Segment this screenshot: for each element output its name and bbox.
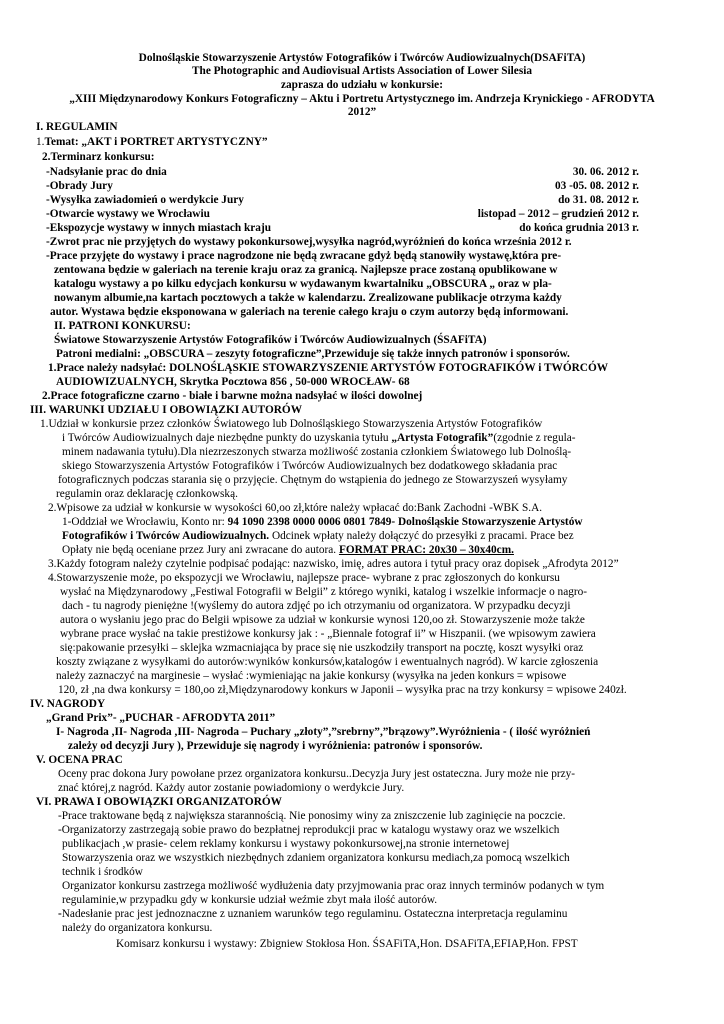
jury-line-2: znać której,z nagród. Każdy autor zostanie powiadomiony o werdykcie Jury. — [58, 782, 405, 794]
cond-1-line-2-text: i Twórców Audiowizualnych daje niezbędne punkty do uzyskania tytułu — [62, 432, 392, 444]
section-3-heading: III. WARUNKI UDZIAŁU I OBOWIĄZKI AUTORÓW — [30, 404, 303, 416]
rights-line-2: -Organizatorzy zastrzegają sobie prawo do bezpłatnej reprodukcji prac w katalogu wystawy oraz we wszelkich — [58, 824, 560, 836]
media-patrons-line: Patroni medialni: „OBSCURA – zeszyty fotograficzne”,Przewiduje się także innych patronów i sponsorów. — [56, 348, 570, 360]
cond-4-line-9: 120, zł ,na dwa konkursy = 180,oo zł,Międzynarodowy konkurs w Japonii – wysyłka prac na trzy konkursy = wpisowe 240zł. — [58, 684, 627, 696]
schedule-date-4: listopad – 2012 – grudzień 2012 r. — [477, 208, 639, 220]
cond-3-line: 3.Każdy fotogram należy czytelnie podpisać podając: nazwisko, imię, adres autora i tytuł pracy oraz dopisek „Afrodyta 2012” — [48, 558, 619, 570]
patron-line: Światowe Stowarzyszenie Artystów Fotografików i Twórców Audiowizualnych (ŚSAFiTA) — [54, 334, 487, 346]
zwrot-line: -Zwrot prac nie przyjętych do wystawy pokonkursowej,wysyłka nagród,wyróżnień do końca września 2012 r. — [46, 236, 572, 248]
bank-branch-text: 1-Oddział we Wrocławiu, Konto nr: — [62, 516, 228, 528]
header-line-2: The Photographic and Audiovisual Artists Association of Lower Silesia — [192, 65, 532, 77]
prace-line-4: nowanym albumie,na kartach pocztowych a także w kalendarzu. Zrealizowane publikacje otrzyma każdy — [54, 292, 562, 304]
header-line-3: zaprasza do udziału w konkursie: — [281, 79, 443, 91]
photo-types-line: 2.Prace fotograficzne czarno - białe i barwne można nadsyłać w ilości dowolnej — [42, 390, 423, 402]
rights-line-8-dash: - — [58, 908, 62, 920]
prace-line-5: autor. Wystawa będzie eksponowana w galeriach na terenie całego kraju o czym autorzy będą informowani. — [50, 306, 569, 318]
address-line-1: 1.Prace należy nadsyłać: DOLNOŚLĄSKIE STOWARZYSZENIE ARTYSTÓW FOTOGRAFIKÓW i TWÓRCÓW — [48, 362, 609, 374]
temat-text: Temat: „AKT i PORTRET ARTYSTYCZNY” — [44, 136, 268, 148]
section-4-heading: IV. NAGRODY — [30, 698, 106, 710]
bank-account-number: 94 1090 2398 0000 0006 0801 7849- Dolnośląskie Stowarzyszenie Artystów — [227, 516, 583, 528]
cond-1-line-1: 1.Udział w konkursie przez członków Światowego lub Dolnośląskiego Stowarzyszenia Artystów Fotografików — [40, 418, 543, 430]
awards-line-2: zależy od decyzji Jury ), Przewiduje się nagrody i wyróżnienia: patronów i sponsorów. — [68, 740, 483, 752]
schedule-label-2: -Obrady Jury — [46, 180, 113, 192]
cond-2-line-1: 2.Wpisowe za udział w konkursie w wysokości 60,oo zł,które należy wpłacać do:Bank Zachodni -WBK S.A. — [48, 502, 543, 514]
cond-4-line-2: wysłać na Międzynarodowy „Festiwal Fotografii w Belgii” z którego wyniki, katalog i wszelkie informacje o nagro- — [60, 586, 588, 598]
temat-number: 1. — [36, 136, 45, 148]
cond-4-line-5: wybrane prace wysłać na takie prestiżowe konkursy jak : - „Biennale fotograf ii” w Hiszpanii. (we wpisowym zawiera — [60, 628, 596, 640]
cond-1-line-2 — [62, 432, 576, 445]
cond-2-line-3 — [62, 530, 574, 543]
prace-line-3: katalogu wystawy a po kilku edycjach konkursu w wydawanym kwartalniku „OBSCURA „ oraz w pla- — [54, 278, 552, 290]
section-1-heading: I. REGULAMIN — [36, 121, 118, 133]
prace-line-2: zentowana będzie w galeriach na terenie kraju oraz za granicą. Najlepsze prace zostaną opublikowane w — [54, 264, 558, 276]
terminarz-heading: 2.Terminarz konkursu: — [42, 151, 155, 163]
cond-4-line-4: autora o wysłaniu jego prac do Belgii wpisowe za udział w konkursie wynosi 120,oo zł. Stowarzyszenie może także — [60, 614, 585, 626]
header-line-5: 2012” — [347, 106, 377, 118]
address-line-2: AUDIOWIZUALNYCH, Skrytka Pocztowa 856 , 50-000 WROCŁAW- 68 — [56, 376, 410, 388]
rights-line-8-text: Nadesłanie prac jest jednoznaczne z uznaniem warunków tego regulaminu. Ostateczna interpretacja regulaminu — [61, 908, 568, 920]
schedule-label-3: -Wysyłka zawiadomień o werdykcie Jury — [46, 194, 244, 206]
rights-line-3: publikacjach ,w prasie- celem reklamy konkursu i wystawy pokonkursowej,na stronie internetowej — [62, 838, 510, 850]
rights-line-9: należy do organizatora konkursu. — [62, 922, 213, 934]
section-6-heading: VI. PRAWA I OBOWIĄZKI ORGANIZATORÓW — [36, 796, 282, 808]
cond-1-line-2-end: (zgodnie z regula- — [493, 432, 576, 444]
awards-line-1: I- Nagroda ,II- Nagroda ,III- Nagroda – Puchary „złoty”,”srebrny”,”brązowy”.Wyróżnienia - ( ilość wyróżnień — [56, 726, 591, 738]
rights-line-1: -Prace traktowane będą z największa starannością. Nie ponosimy winy za zniszczenie lub zaginięcie na poczcie. — [58, 810, 566, 822]
cond-4-line-8: należy zaznaczyć na marginesie – wysłać :wymieniając na jakie konkursy (wysyłka na jeden konkurs = wpisowe — [56, 670, 567, 682]
temat-line — [36, 136, 268, 149]
artysta-fotografik-title: „Artysta Fotografik” — [391, 432, 494, 444]
schedule-date-3: do 31. 08. 2012 r. — [558, 194, 639, 206]
schedule-label-5: -Ekspozycje wystawy w innych miastach kraju — [46, 222, 271, 234]
cond-1-line-6: regulamin oraz deklarację członkowską. — [56, 488, 238, 500]
commissioner-line: Komisarz konkursu i wystawy: Zbigniew Stokłosa Hon. ŚSAFiTA,Hon. DSAFiTA,EFIAP,Hon. FPST — [116, 938, 578, 950]
schedule-label-4: -Otwarcie wystawy we Wrocławiu — [46, 208, 210, 220]
cond-1-line-3: minem nadawania tytułu).Dla niezrzeszonych stwarza możliwość zostania członkiem Światowego lub Dolnoślą- — [62, 446, 572, 458]
rights-line-5: technik i środków — [62, 866, 143, 878]
cond-4-line-1: 4.Stowarzyszenie może, po ekspozycji we Wrocławiu, najlepsze prace- wybrane z prac zgłoszonych do konkursu — [48, 572, 560, 584]
account-holder-text: Fotografików i Twórców Audiowizualnych. — [62, 530, 270, 542]
cond-2-line-4 — [62, 544, 514, 557]
rights-line-6: Organizator konkursu zastrzega możliwość wydłużenia daty przyjmowania prac oraz innych terminów podanych w tym — [62, 880, 605, 892]
prace-line-1: -Prace przyjęte do wystawy i prace nagrodzone nie będą zwracane gdyż będą stanowiły wystawę,która pre- — [46, 250, 562, 262]
cond-1-line-5: fotograficznych podczas starania się o przyjęcie. Chętnym do wstąpienia do jednego ze Stowarzyszeń wysyłamy — [58, 474, 568, 486]
cond-2-line-4-text: Opłaty nie będą oceniane przez Jury ani zwracane do autora. — [62, 544, 339, 556]
cond-4-line-3: dach - tu nagrody pieniężne !(wyślemy do autora zdjęć po ich otrzymaniu od organizatora. W przypadku decyzji — [62, 600, 571, 612]
rights-line-7: regulaminie,w przypadku gdy w konkursie udział weźmie zbyt mała ilość autorów. — [62, 894, 438, 906]
cond-1-line-4: skiego Stowarzyszenia Artystów Fotografików i Twórców Audiowizualnych bez dodatkowego składania prac — [62, 460, 558, 472]
schedule-date-5: do końca grudnia 2013 r. — [519, 222, 639, 234]
header-line-1: Dolnośląskie Stowarzyszenie Artystów Fotografików i Twórców Audiowizualnych(DSAFiTA) — [138, 52, 586, 64]
cond-2-line-3-end: Odcinek wpłaty należy dołączyć do przesyłki z pracami. Prace bez — [269, 530, 574, 542]
cond-4-line-6: się:pakowanie przesyłki – sklejka wzmacniająca by prace się nie uszkodziły transport na pocztę, koszt wysyłki oraz — [60, 642, 584, 654]
header-line-4: „XIII Międzynarodowy Konkurs Fotograficzny – Aktu i Portretu Artystycznego im. Andrzeja Krynickiego - AFRODYTA — [69, 93, 655, 105]
schedule-date-1: 30. 06. 2012 r. — [572, 166, 639, 178]
jury-line-1: Oceny prac dokona Jury powołane przez organizatora konkursu..Decyzja Jury jest ostateczna. Jury może nie przy- — [58, 768, 576, 780]
grand-prix-line: „Grand Prix”- „PUCHAR - AFRODYTA 2011” — [46, 712, 276, 724]
schedule-label-1: -Nadsyłanie prac do dnia — [46, 166, 167, 178]
section-2-heading: II. PATRONI KONKURSU: — [54, 320, 191, 332]
rights-line-4: Stowarzyszenia oraz we wszystkich niezbędnych zdaniem organizatora konkursu mediach,za pomocą wszelkich — [62, 852, 570, 864]
cond-4-line-7: koszty związane z wysyłkami do autorów:wyników konkursów,katalogów i ewentualnych nagród). W karcie zgłoszenia — [56, 656, 599, 668]
cond-2-line-2 — [62, 516, 583, 529]
format-prac: FORMAT PRAC: 20x30 – 30x40cm. — [338, 544, 514, 556]
rights-line-8 — [58, 908, 567, 921]
schedule-date-2: 03 -05. 08. 2012 r. — [555, 180, 639, 192]
section-5-heading: V. OCENA PRAC — [36, 754, 123, 766]
